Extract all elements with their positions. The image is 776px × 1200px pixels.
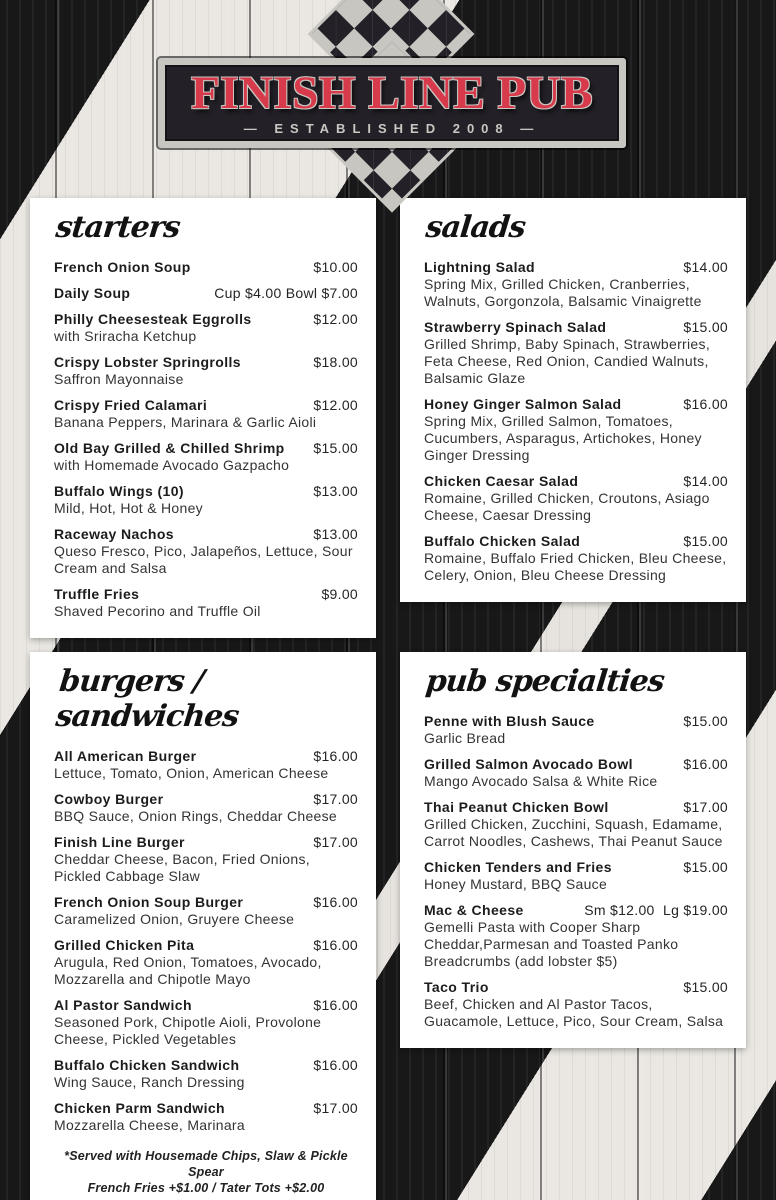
item-price: $15.00	[313, 440, 358, 456]
item-price: Cup $4.00 Bowl $7.00	[214, 285, 358, 301]
item-price: $13.00	[313, 483, 358, 499]
menu-item	[424, 713, 728, 747]
menu-item	[54, 397, 358, 431]
menu-item-row	[54, 894, 358, 911]
item-name: Buffalo Chicken Salad	[424, 533, 581, 549]
item-description: Romaine, Grilled Chicken, Croutons, Asiago Cheese, Caesar Dressing	[424, 490, 710, 523]
item-name: Taco Trio	[424, 979, 489, 995]
item-price: Sm $12.00 Lg $19.00	[584, 902, 728, 918]
menu-item-row	[424, 979, 728, 996]
item-name: Lightning Salad	[424, 259, 535, 275]
menu-item	[424, 902, 728, 970]
item-price: $14.00	[683, 259, 728, 275]
item-name: Honey Ginger Salmon Salad	[424, 396, 622, 412]
menu-item	[54, 1100, 358, 1134]
item-price: $15.00	[683, 979, 728, 995]
menu-item	[54, 440, 358, 474]
item-price: $16.00	[683, 396, 728, 412]
menu-item-row	[54, 791, 358, 808]
menu-item	[424, 799, 728, 850]
menu-item	[54, 894, 358, 928]
item-description: Banana Peppers, Marinara & Garlic Aioli	[54, 414, 317, 430]
menu-item-row	[54, 834, 358, 851]
menu-item-row	[424, 713, 728, 730]
menu-item-row	[54, 259, 358, 276]
menu-item	[54, 1057, 358, 1091]
menu-columns	[30, 198, 746, 1200]
item-name: Cowboy Burger	[54, 791, 164, 807]
item-description: Caramelized Onion, Gruyere Cheese	[54, 911, 295, 927]
item-description: Grilled Shrimp, Baby Spinach, Strawberries, Feta Cheese, Red Onion, Candied Walnuts, Balsamic Glaze	[424, 336, 711, 386]
item-description: Beef, Chicken and Al Pastor Tacos, Guacamole, Lettuce, Pico, Sour Cream, Salsa	[424, 996, 724, 1029]
item-price: $12.00	[313, 311, 358, 327]
item-price: $15.00	[683, 319, 728, 335]
item-name: Buffalo Chicken Sandwich	[54, 1057, 240, 1073]
menu-item-row	[54, 748, 358, 765]
section-note-line2: French Fries +$1.00 / Tater Tots +$2.00	[87, 1181, 325, 1195]
menu-item-row	[54, 586, 358, 603]
item-description: with Homemade Avocado Gazpacho	[54, 457, 290, 473]
menu-item	[424, 756, 728, 790]
item-description: Seasoned Pork, Chipotle Aioli, Provolone Cheese, Pickled Vegetables	[54, 1014, 322, 1047]
item-name: Strawberry Spinach Salad	[424, 319, 607, 335]
menu-item-row	[424, 473, 728, 490]
menu-item	[424, 859, 728, 893]
item-price: $18.00	[313, 354, 358, 370]
menu-section-starters	[30, 198, 376, 638]
item-price: $17.00	[683, 799, 728, 815]
item-name: Chicken Tenders and Fries	[424, 859, 612, 875]
menu-item-row	[54, 440, 358, 457]
menu-item	[424, 979, 728, 1030]
item-price: $16.00	[313, 937, 358, 953]
item-description: Spring Mix, Grilled Chicken, Cranberries, Walnuts, Gorgonzola, Balsamic Vinaigrette	[424, 276, 702, 309]
item-name: Thai Peanut Chicken Bowl	[424, 799, 609, 815]
menu-item-row	[54, 397, 358, 414]
item-price: $17.00	[313, 1100, 358, 1116]
section-items	[54, 259, 358, 620]
menu-item-row	[54, 311, 358, 328]
menu-item	[54, 997, 358, 1048]
section-title: pub specialties	[424, 664, 666, 699]
menu-section-salads	[400, 198, 746, 602]
menu-item-row	[424, 799, 728, 816]
item-description: Arugula, Red Onion, Tomatoes, Avocado, Mozzarella and Chipotle Mayo	[54, 954, 322, 987]
section-title: salads	[424, 210, 527, 245]
item-name: Raceway Nachos	[54, 526, 174, 542]
menu-item	[424, 259, 728, 310]
item-description: Mango Avocado Salsa & White Rice	[424, 773, 658, 789]
item-name: Daily Soup	[54, 285, 131, 301]
item-description: Cheddar Cheese, Bacon, Fried Onions, Pickled Cabbage Slaw	[54, 851, 310, 884]
item-name: Penne with Blush Sauce	[424, 713, 595, 729]
item-description: Saffron Mayonnaise	[54, 371, 184, 387]
item-price: $10.00	[313, 259, 358, 275]
menu-item	[424, 473, 728, 524]
item-price: $16.00	[683, 756, 728, 772]
item-description: Shaved Pecorino and Truffle Oil	[54, 603, 261, 619]
menu-section-burgers-sandwiches	[30, 652, 376, 1200]
item-description: Honey Mustard, BBQ Sauce	[424, 876, 608, 892]
menu-item-row	[54, 997, 358, 1014]
section-items	[424, 713, 728, 1030]
menu-item	[424, 533, 728, 584]
item-price: $16.00	[313, 997, 358, 1013]
item-description: Mozzarella Cheese, Marinara	[54, 1117, 245, 1133]
item-price: $14.00	[683, 473, 728, 489]
item-name: All American Burger	[54, 748, 197, 764]
item-name: Chicken Caesar Salad	[424, 473, 579, 489]
item-description: Romaine, Buffalo Fried Chicken, Bleu Cheese, Celery, Onion, Bleu Cheese Dressing	[424, 550, 727, 583]
menu-item-row	[54, 1100, 358, 1117]
item-price: $17.00	[313, 791, 358, 807]
item-description: Mild, Hot, Hot & Honey	[54, 500, 203, 516]
menu-item-row	[424, 859, 728, 876]
item-price: $9.00	[321, 586, 358, 602]
item-price: $16.00	[313, 1057, 358, 1073]
menu-item	[54, 483, 358, 517]
menu-item	[54, 354, 358, 388]
menu-item-row	[424, 396, 728, 413]
menu-item-row	[424, 533, 728, 550]
item-description: Lettuce, Tomato, Onion, American Cheese	[54, 765, 329, 781]
section-title: starters	[54, 210, 182, 245]
menu-item-row	[54, 937, 358, 954]
menu-item	[54, 311, 358, 345]
item-price: $12.00	[313, 397, 358, 413]
pub-logo	[0, 0, 776, 215]
menu-item-row	[54, 483, 358, 500]
menu-item-row	[54, 526, 358, 543]
item-price: $13.00	[313, 526, 358, 542]
item-description: with Sriracha Ketchup	[54, 328, 197, 344]
item-price: $15.00	[683, 533, 728, 549]
item-name: Crispy Fried Calamari	[54, 397, 208, 413]
item-name: Chicken Parm Sandwich	[54, 1100, 226, 1116]
item-name: Crispy Lobster Springrolls	[54, 354, 241, 370]
item-name: Finish Line Burger	[54, 834, 185, 850]
menu-item-row	[54, 354, 358, 371]
item-description: BBQ Sauce, Onion Rings, Cheddar Cheese	[54, 808, 337, 824]
section-items	[54, 748, 358, 1134]
item-name: Grilled Salmon Avocado Bowl	[424, 756, 633, 772]
menu-item-row	[54, 1057, 358, 1074]
item-price: $15.00	[683, 713, 728, 729]
menu-item	[54, 586, 358, 620]
item-description: Gemelli Pasta with Cooper Sharp Cheddar,Parmesan and Toasted Panko Breadcrumbs (add lobster $5)	[424, 919, 679, 969]
item-price: $15.00	[683, 859, 728, 875]
section-items	[424, 259, 728, 584]
item-description: Queso Fresco, Pico, Jalapeños, Lettuce, Sour Cream and Salsa	[54, 543, 353, 576]
item-price: $17.00	[313, 834, 358, 850]
item-price: $16.00	[313, 748, 358, 764]
item-name: Al Pastor Sandwich	[54, 997, 192, 1013]
menu-item	[54, 748, 358, 782]
menu-item-row	[424, 902, 728, 919]
item-description: Spring Mix, Grilled Salmon, Tomatoes, Cucumbers, Asparagus, Artichokes, Honey Ginger Dressing	[424, 413, 702, 463]
menu-item-row	[54, 285, 358, 302]
item-description: Garlic Bread	[424, 730, 506, 746]
section-note	[54, 1148, 358, 1196]
item-name: Grilled Chicken Pita	[54, 937, 195, 953]
logo-established: — ESTABLISHED 2008 —	[243, 121, 541, 136]
item-price: $16.00	[313, 894, 358, 910]
menu-item	[54, 285, 358, 302]
section-title: burgers / sandwiches	[54, 664, 241, 734]
section-note-line1: *Served with Housemade Chips, Slaw & Pickle Spear	[64, 1149, 348, 1179]
item-name: Philly Cheesesteak Eggrolls	[54, 311, 252, 327]
menu-item	[54, 834, 358, 885]
logo-banner	[158, 58, 626, 148]
item-name: Buffalo Wings (10)	[54, 483, 184, 499]
menu-item-row	[424, 756, 728, 773]
menu-section-pub-specialties	[400, 652, 746, 1048]
item-name: Mac & Cheese	[424, 902, 524, 918]
menu-item	[54, 791, 358, 825]
menu-item	[54, 937, 358, 988]
menu-item-row	[424, 319, 728, 336]
logo-title: FINISH LINE PUB	[191, 67, 593, 119]
item-description: Grilled Chicken, Zucchini, Squash, Edamame, Carrot Noodles, Cashews, Thai Peanut Sauce	[424, 816, 723, 849]
menu-item-row	[424, 259, 728, 276]
item-name: Truffle Fries	[54, 586, 140, 602]
item-name: French Onion Soup	[54, 259, 191, 275]
menu-item	[54, 526, 358, 577]
menu-item	[424, 319, 728, 387]
item-description: Wing Sauce, Ranch Dressing	[54, 1074, 245, 1090]
menu-item	[54, 259, 358, 276]
item-name: French Onion Soup Burger	[54, 894, 244, 910]
menu-item	[424, 396, 728, 464]
item-name: Old Bay Grilled & Chilled Shrimp	[54, 440, 285, 456]
